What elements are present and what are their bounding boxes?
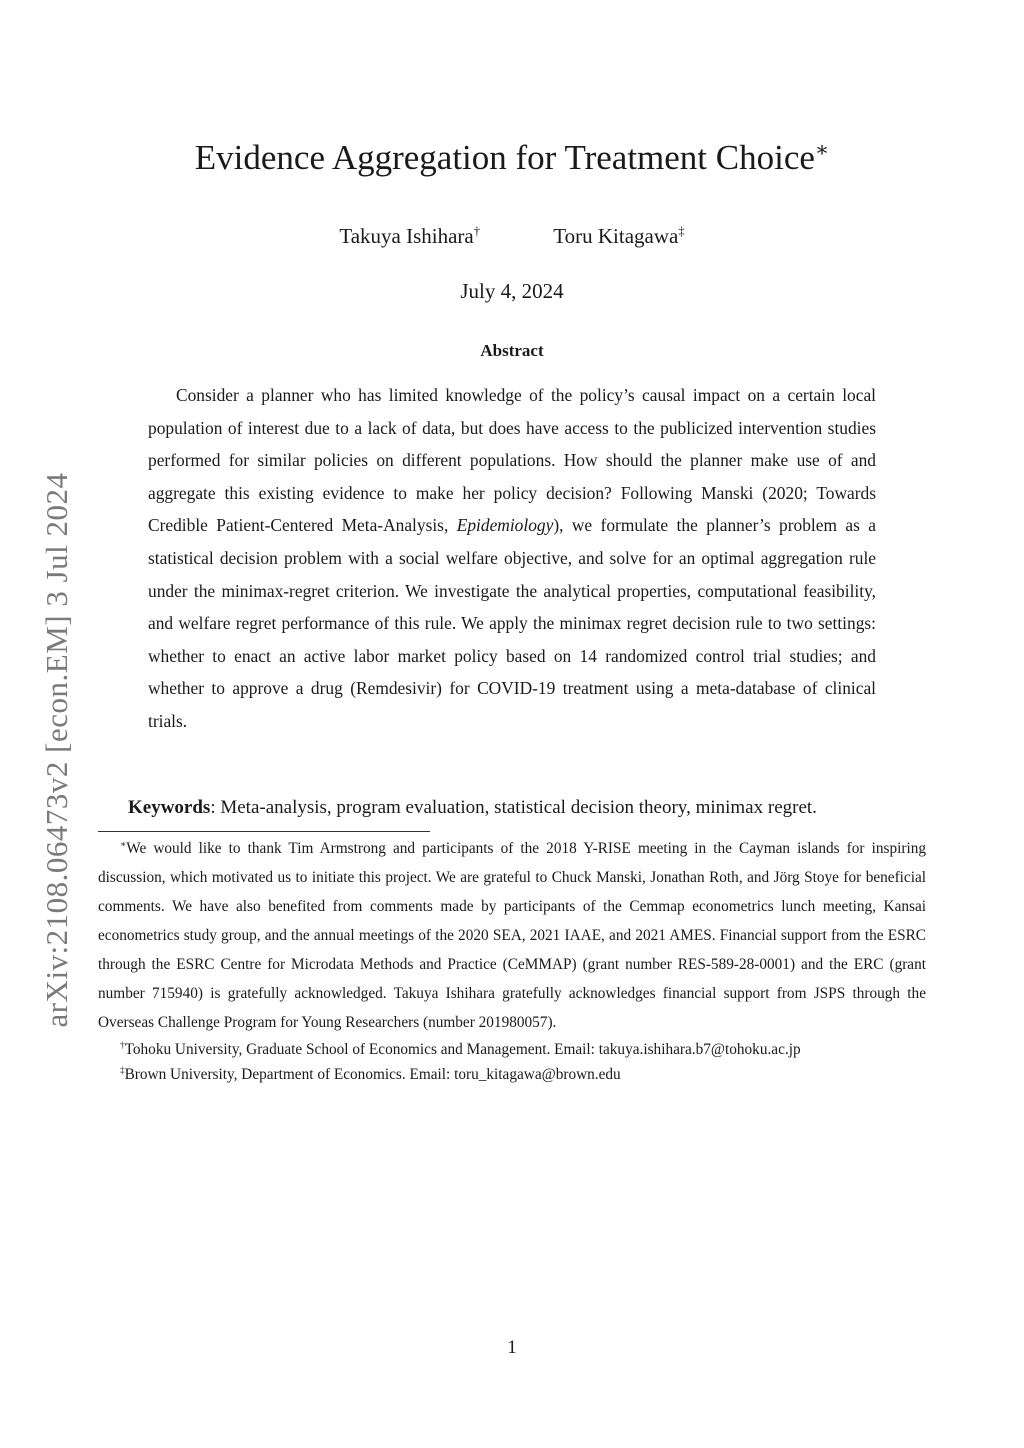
author-ishihara [339, 221, 480, 251]
abstract-journal-name: Epidemiology [456, 515, 554, 536]
abstract-heading: Abstract [480, 341, 544, 360]
footnote-mark: ∗ [120, 838, 127, 849]
footnote-affiliation-kitagawa [98, 1062, 926, 1087]
title-text: Evidence Aggregation for Treatment Choice [194, 138, 815, 177]
footnote-text: We would like to thank Tim Armstrong and participants of the 2018 Y-RISE meeting in the Cayman islands for inspiring discussion, which motivated us to initiate this project. We are grateful to Chuck Manski, Jonathan Roth, and Jörg Stoye for beneficial comments. We have also benefited from comments made by participants of the Cemmap econometrics lunch meeting, Kansai econometrics study group, and the annual meetings of the 2020 SEA, 2021 IAAE, and 2021 AMES. Financial support from the ESRC through the ESRC Centre for Microdata Methods and Practice (CeMMAP) (grant number RES-589-28-0001) and the ERC (grant number 715940) is gratefully acknowledged. Takuya Ishihara gratefully acknowledges financial support from JSPS through the Overseas Challenge Program for Young Researchers (number 201980057). [98, 840, 926, 1031]
title-footnote-mark: ∗ [814, 137, 830, 162]
keywords-label: Keywords [128, 797, 211, 818]
author-name: Toru Kitagawa [553, 224, 679, 248]
abstract-body [148, 379, 876, 738]
footnote-mark: † [120, 1039, 125, 1050]
author-footnote-mark: ‡ [678, 224, 685, 238]
author-kitagawa [553, 221, 684, 251]
footnote-acknowledgments [98, 834, 926, 1037]
footnotes [98, 834, 926, 1087]
arxiv-identifier: arXiv:2108.06473v2 [econ.EM] 3 Jul 2024 [39, 472, 74, 1028]
abstract-text-part2: ), we formulate the planner’s problem as a statistical decision problem with a social welfare objective, and solve for an optimal aggregation rule under the minimax-regret criterion. We investigate the analytical properties, computational feasibility, and welfare regret performance of this rule. We apply the minimax regret decision rule to two settings: whether to enact an active labor market policy based on 14 randomized control trial studies; and whether to approve a drug (Remdesivir) for COVID-19 treatment using a meta-database of clinical trials. [148, 515, 876, 731]
footnote-text: Brown University, Department of Economics. Email: toru_kitagawa@brown.edu [124, 1066, 621, 1083]
footnote-mark: ‡ [120, 1064, 125, 1075]
paper-title [0, 136, 1024, 180]
footnote-affiliation-ishihara [98, 1037, 926, 1062]
author-footnote-mark: † [473, 224, 481, 238]
footnote-text: Tohoku University, Graduate School of Economics and Management. Email: takuya.ishihara.b7@tohoku.ac.jp [124, 1041, 801, 1058]
author-name: Takuya Ishihara [339, 224, 474, 248]
footnote-rule [98, 831, 430, 832]
abstract-text-part1: Consider a planner who has limited knowledge of the policy’s causal impact on a certain local population of interest due to a lack of data, but does have access to the publicized intervention studies performed for similar policies on different populations. How should the planner make use of and aggregate this existing evidence to make her policy decision? Following Manski (2020; Towards Credible Patient-Centered Meta-Analysis, [148, 385, 876, 536]
author-list [0, 221, 1024, 251]
keywords-line [98, 794, 926, 822]
page-number: 1 [507, 1337, 517, 1358]
publication-date: July 4, 2024 [460, 279, 564, 303]
keywords-text: : Meta-analysis, program evaluation, statistical decision theory, minimax regret. [210, 797, 817, 818]
